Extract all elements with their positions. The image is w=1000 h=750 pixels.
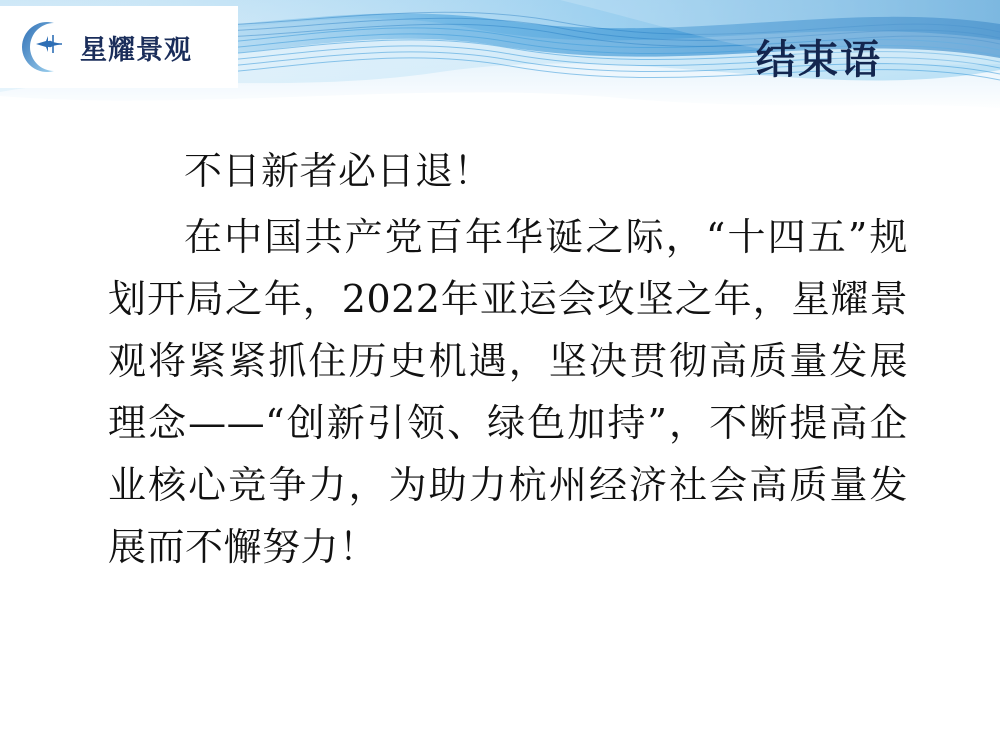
crescent-star-logo-icon [14, 18, 72, 76]
paragraph-1: 不日新者必日退！ [184, 149, 493, 193]
paragraph-2: 在中国共产党百年华诞之际，“十四五”规划开局之年，2022年亚运会攻坚之年，星耀景观将紧紧抓住历史机遇，坚决贯彻高质量发展理念——“创新引领、绿色加持”，不断提高企业核心竞争力，为助力杭州经济社会高质量发展而不懈努力！ [108, 215, 908, 569]
logo-company-name: 星耀景观 [80, 34, 192, 66]
slide-body [108, 140, 908, 582]
page-title: 结束语 [756, 37, 882, 83]
company-logo [0, 6, 238, 88]
